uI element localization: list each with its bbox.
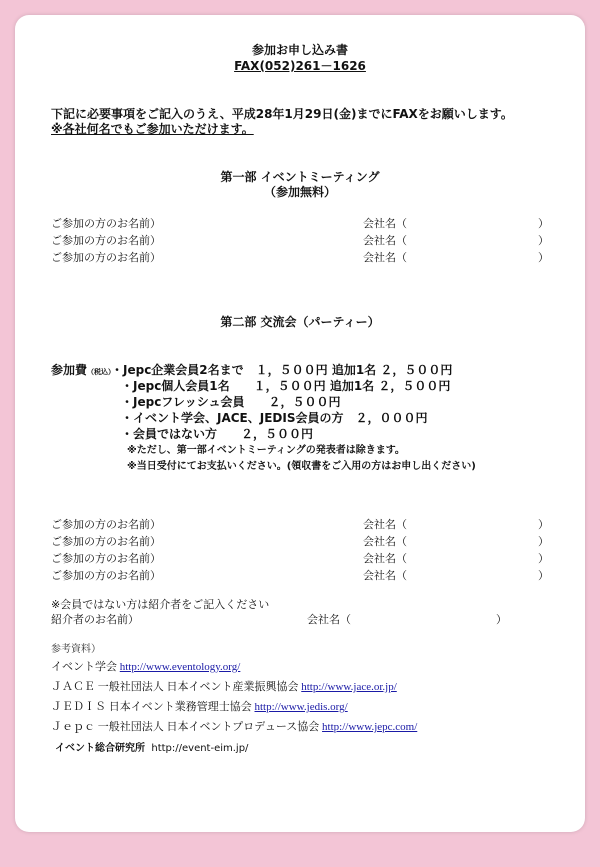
company-label: 会社名（ (363, 234, 407, 247)
part1-subtitle: （参加無料） (263, 185, 336, 199)
company-label: 会社名（ (363, 251, 407, 264)
page-title: 参加お申し込み書 (251, 43, 348, 57)
part1-title: 第一部 イベントミーティング (220, 170, 380, 184)
company-close: ） (538, 518, 549, 531)
reference-label: イベント学会 (51, 661, 120, 673)
reference-item (51, 678, 397, 694)
company-label: 会社名（ (363, 569, 407, 582)
company-label: 会社名（ (363, 518, 407, 531)
fee-note: ※当日受付にてお支払いください。(領収書をご入用の方はお申し出ください) (127, 461, 476, 472)
participant-name-label: ご参加の方のお名前） (51, 217, 161, 230)
company-close: ） (538, 569, 549, 582)
fee-item: ・Jepcフレッシュ会員 ２，５００円 (121, 395, 341, 409)
company-close: ） (538, 535, 549, 548)
fax-number: FAX(052)261－1626 (234, 59, 366, 73)
fee-note: ※ただし、第一部イベントミーティングの発表者は除きます。 (127, 445, 405, 456)
fee-item: ・Jepc企業会員2名まで １，５００円 追加1名 ２，５００円 (111, 363, 453, 377)
fee-item: ・会員ではない方 ２，５００円 (121, 427, 314, 441)
fee-item: ・Jepc個人会員1名 １，５００円 追加1名 ２，５００円 (121, 379, 451, 393)
reference-label: イベント総合研究所 (55, 743, 145, 754)
company-label: 会社名（ (363, 552, 407, 565)
participant-name-label: ご参加の方のお名前） (51, 569, 161, 582)
referrer-name-label: 紹介者のお名前） (51, 613, 139, 626)
participant-name-label: ご参加の方のお名前） (51, 552, 161, 565)
reference-label: ＪＡＣＥ 一般社団法人 日本イベント産業振興協会 (51, 681, 302, 693)
fee-item: ・イベント学会、JACE、JEDIS会員の方 ２，０００円 (121, 411, 428, 425)
reference-item (55, 739, 248, 754)
referrer-company-label: 会社名（ (307, 613, 351, 626)
referrer-note: ※会員ではない方は紹介者をご記入ください (51, 598, 270, 611)
reference-item (51, 658, 240, 674)
company-close: ） (538, 251, 549, 264)
reference-label: Ｊｅｐｃ 一般社団法人 日本イベントプロデュース協会 (51, 721, 323, 733)
participant-name-label: ご参加の方のお名前） (51, 234, 161, 247)
references-heading: 参考資料） (51, 644, 101, 655)
fee-label (51, 361, 115, 378)
reference-link[interactable]: http://www.eventology.org/ (119, 661, 241, 673)
participant-name-label: ご参加の方のお名前） (51, 518, 161, 531)
part2-title: 第二部 交流会（パーティー） (220, 315, 380, 329)
participant-name-label: ご参加の方のお名前） (51, 535, 161, 548)
reference-label: ＪＥＤＩＳ 日本イベント業務管理士協会 (51, 701, 255, 713)
reference-link[interactable]: http://www.jepc.com/ (322, 721, 418, 733)
tax-note: （税込） (87, 368, 116, 376)
reference-link[interactable]: http://www.jace.or.jp/ (301, 681, 397, 693)
reference-item (51, 698, 348, 714)
intro-text: 下記に必要事項をご記入のうえ、平成28年1月29日(金)までにFAXをお願いします。 (51, 107, 513, 121)
company-label: 会社名（ (363, 535, 407, 548)
participant-name-label: ご参加の方のお名前） (51, 251, 161, 264)
reference-url: http://event-eim.jp/ (151, 743, 249, 754)
company-close: ） (538, 217, 549, 230)
form-sheet (15, 15, 585, 832)
reference-item (51, 718, 417, 734)
company-close: ） (538, 234, 549, 247)
referrer-company-close: ） (496, 613, 507, 626)
intro-note: ※各社何名でもご参加いただけます。 (51, 122, 254, 136)
fee-label-text: 参加費 (51, 363, 88, 377)
reference-link[interactable]: http://www.jedis.org/ (254, 701, 348, 713)
company-close: ） (538, 552, 549, 565)
company-label: 会社名（ (363, 217, 407, 230)
